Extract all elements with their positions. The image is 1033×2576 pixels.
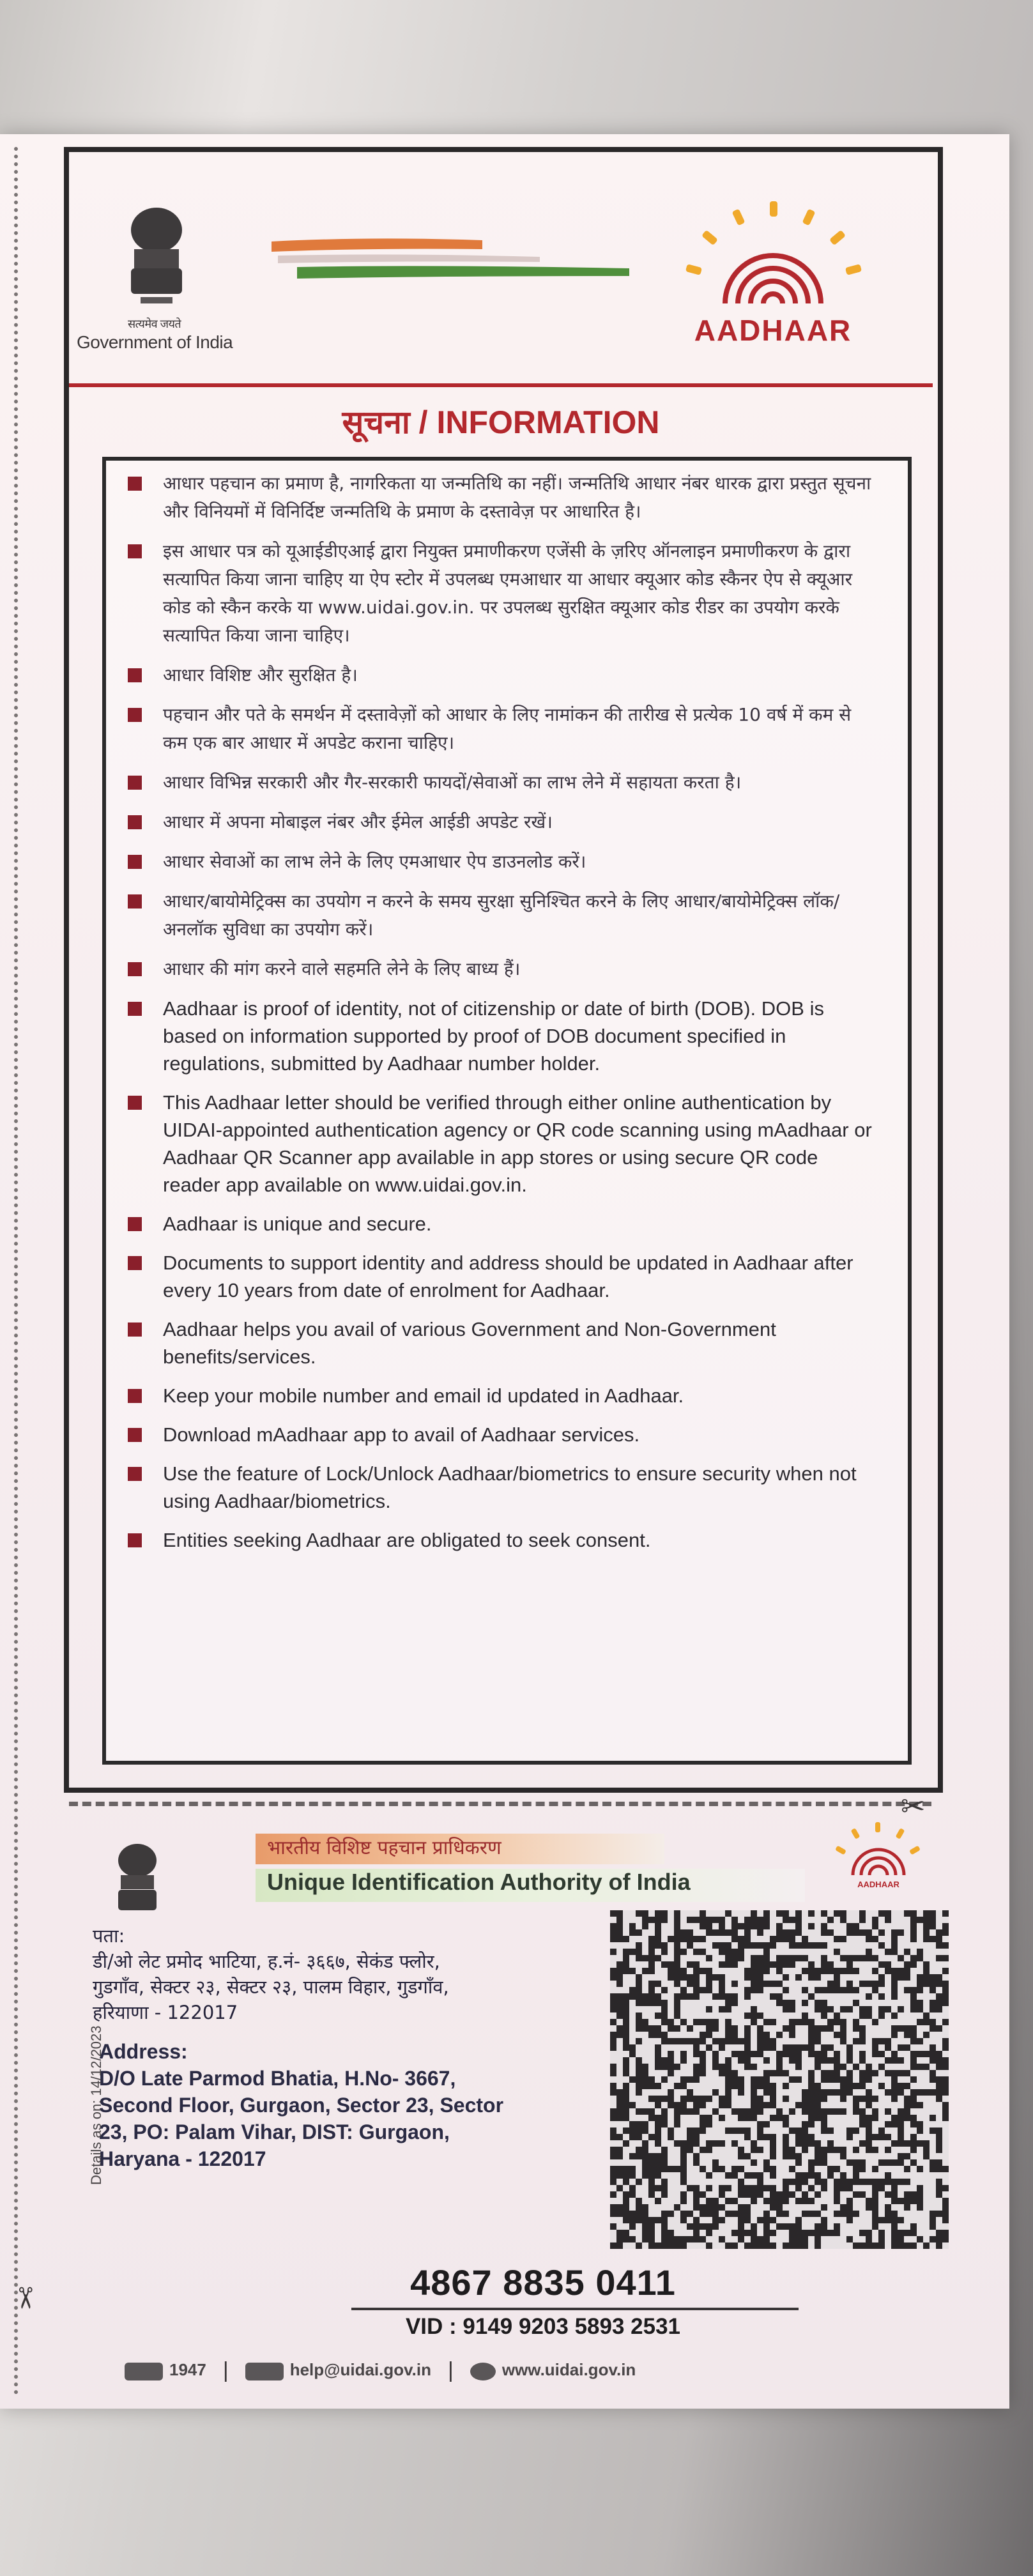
address-english-label: Address:	[99, 2040, 188, 2063]
footer-separator: |	[448, 2358, 454, 2382]
address-hindi-label: पता:	[93, 1925, 125, 1947]
email-icon	[245, 2363, 284, 2380]
list-item: आधार में अपना मोबाइल नंबर और ईमेल आईडी अपडेट रखें।	[128, 808, 875, 836]
aadhaar-logo-icon	[664, 198, 882, 307]
bullet-square	[128, 1256, 142, 1270]
scissors-icon: ✂	[8, 2285, 42, 2311]
bullet-square	[128, 1467, 142, 1481]
list-item: Aadhaar is unique and secure.	[128, 1210, 875, 1238]
list-item: Use the feature of Lock/Unlock Aadhaar/biometrics to ensure security when not using Aadhaar/biometrics.	[128, 1460, 875, 1515]
address-line: 23, PO: Palam Vihar, DIST: Gurgaon,	[99, 2120, 450, 2143]
bullet-square	[128, 708, 142, 722]
bullet-square	[128, 477, 142, 491]
address-line: D/O Late Parmod Bhatia, H.No- 3667,	[99, 2067, 456, 2090]
cut-line	[69, 1802, 931, 1806]
footer-contacts	[125, 2354, 955, 2386]
bullet-square	[128, 1428, 142, 1442]
aadhaar-wordmark: AADHAAR	[694, 314, 852, 347]
address-hindi	[93, 1923, 578, 2025]
bullet-square	[128, 962, 142, 976]
aadhaar-number: 4867 8835 0411	[410, 2262, 676, 2303]
list-item: Entities seeking Aadhaar are obligated to seek consent.	[128, 1526, 875, 1554]
list-item: आधार/बायोमेट्रिक्स का उपयोग न करने के समय सुरक्षा सुनिश्चित करने के लिए आधार/बायोमेट्रिक्स लॉक/अनलॉक सुविधा का उपयोग करें।	[128, 887, 875, 944]
number-divider	[351, 2308, 799, 2310]
bullet-square	[128, 855, 142, 869]
tricolor-stripe	[272, 236, 629, 281]
list-item: आधार विभिन्न सरकारी और गैर-सरकारी फायदों/सेवाओं का लाभ लेने में सहायता करता है।	[128, 769, 875, 797]
list-item: Aadhaar is proof of identity, not of citizenship or date of birth (DOB). DOB is based on information supported by proof of DOB document specified in regulations, submitted by Aadhaar number holder.	[128, 995, 875, 1077]
bullet-square	[128, 815, 142, 829]
virtual-id: VID : 9149 9203 5893 2531	[405, 2314, 681, 2339]
phone-contact: 1947	[125, 2360, 206, 2380]
perforated-edge	[14, 147, 18, 2396]
list-item: पहचान और पते के समर्थन में दस्तावेज़ों को आधार के लिए नामांकन की तारीख से प्रत्येक 10 वर्ष में कम से कम एक बार आधार में अपडेट कराना चाहिए।	[128, 701, 875, 757]
header-divider	[69, 383, 933, 387]
address-line: गुडगाँव, सेक्टर २३, सेक्टर २३, पालम विहार, गुडगाँव,	[93, 1976, 449, 1998]
list-item: Keep your mobile number and email id updated in Aadhaar.	[128, 1382, 875, 1409]
address-line: Haryana - 122017	[99, 2147, 266, 2170]
phone-icon	[125, 2363, 163, 2380]
bullet-square	[128, 1002, 142, 1016]
list-item: इस आधार पत्र को यूआईडीएआई द्वारा नियुक्त प्रमाणीकरण एजेंसी के ज़रिए ऑनलाइन प्रमाणीकरण के द्वारा सत्यापित किया जाना चाहिए या ऐप स्टोर में उपलब्ध एमआधार या आधार क्यूआर कोड स्कैनर ऐप से क्यूआर कोड को स्कैन करके या www.uidai.gov.in. पर उपलब्ध सुरक्षित क्यूआर कोड रीडर का उपयोग करके सत्यापित किया जाना चाहिए।	[128, 537, 875, 650]
globe-icon	[470, 2363, 496, 2380]
list-item: आधार सेवाओं का लाभ लेने के लिए एमआधार ऐप डाउनलोड करें।	[128, 848, 875, 876]
list-item: आधार विशिष्ट और सुरक्षित है।	[128, 661, 875, 689]
uidai-name-english: Unique Identification Authority of India	[256, 1869, 805, 1902]
bullet-square	[128, 776, 142, 790]
list-item: आधार पहचान का प्रमाण है, नागरिकता या जन्मतिथि का नहीं। जन्मतिथि आधार नंबर धारक द्वारा प्रस्तुत सूचना और विनियमों में विनिर्दिष्ट जन्मतिथि के प्रमाण के दस्तावेज़ पर आधारित है।	[128, 470, 875, 526]
aadhaar-logo-small-icon	[824, 1821, 933, 1891]
bullet-square	[128, 1389, 142, 1403]
list-item: आधार की मांग करने वाले सहमति लेने के लिए बाध्य हैं।	[128, 955, 875, 983]
bullet-square	[128, 544, 142, 558]
government-of-india-label: Government of India	[77, 332, 233, 352]
bullet-square	[128, 1322, 142, 1337]
bullet-square	[128, 1533, 142, 1547]
list-item: This Aadhaar letter should be verified through either online authentication by UIDAI-appointed authentication agency or QR code scanning using mAadhaar or Aadhaar QR Scanner app available in app stores or using secure QR code reader app available on www.uidai.gov.in.	[128, 1089, 875, 1199]
bullet-square	[128, 1217, 142, 1231]
address-line: हरियाणा - 122017	[93, 2002, 238, 2023]
address-english	[99, 2038, 585, 2172]
emblem-motto: सत्यमेव जयते	[128, 318, 181, 330]
list-item: Documents to support identity and address should be updated in Aadhaar after every 10 years from date of enrolment for Aadhaar.	[128, 1249, 875, 1304]
bullet-square	[128, 668, 142, 682]
scissors-icon: ✂	[901, 1790, 926, 1823]
national-emblem-icon	[121, 201, 192, 329]
bullet-square	[128, 894, 142, 908]
footer-separator: |	[222, 2358, 229, 2382]
list-item: Download mAadhaar app to avail of Aadhaar services.	[128, 1421, 875, 1448]
address-line: डी/ओ लेट प्रमोद भाटिया, ह.नं- ३६६७, सेकंड फ्लोर,	[93, 1951, 440, 1972]
aadhaar-small-wordmark: AADHAAR	[857, 1880, 899, 1889]
bullet-square	[128, 1096, 142, 1110]
web-contact: www.uidai.gov.in	[470, 2360, 636, 2380]
national-emblem-icon	[112, 1840, 163, 1926]
information-list	[128, 470, 875, 1565]
email-contact: help@uidai.gov.in	[245, 2360, 431, 2380]
list-item: Aadhaar helps you avail of various Government and Non-Government benefits/services.	[128, 1315, 875, 1370]
page-title: सूचना / INFORMATION	[342, 404, 660, 440]
address-line: Second Floor, Gurgaon, Sector 23, Sector	[99, 2094, 504, 2117]
details-date-vertical: Details as on: 14/12/2023	[88, 2025, 104, 2185]
uidai-name-hindi: भारतीय विशिष्ट पहचान प्राधिकरण	[256, 1834, 664, 1864]
qr-code	[610, 1910, 949, 2249]
